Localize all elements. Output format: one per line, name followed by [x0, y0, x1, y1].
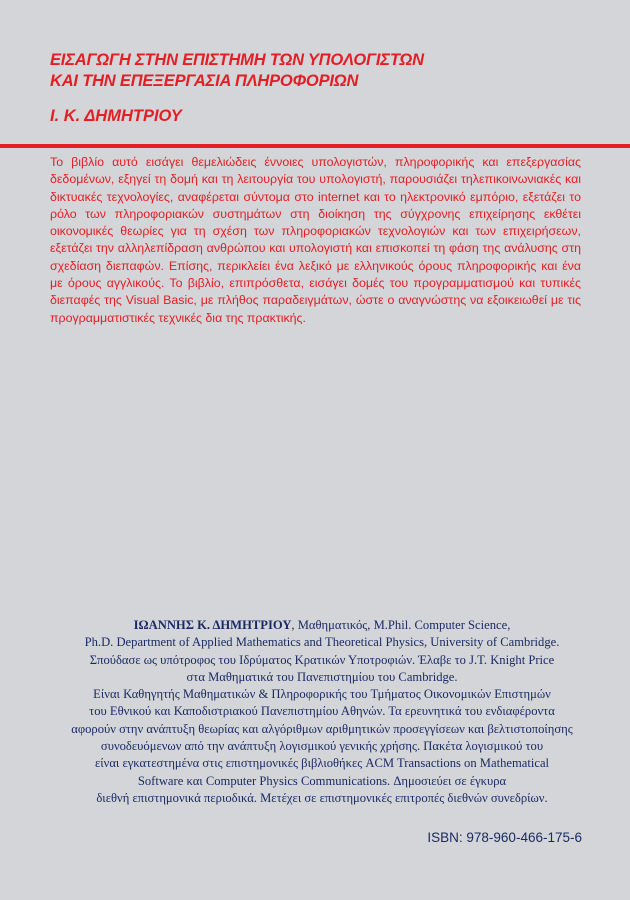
- author-bio-line: είναι εγκατεστημένα στις επιστημονικές βιβλιοθήκες ACM Transactions on Mathematical: [94, 756, 550, 771]
- author-bio-line: Είναι Καθηγητής Μαθηματικών & Πληροφορικής του Τμήματος Οικονομικών Επιστημών: [93, 687, 551, 702]
- author-credentials: , Μαθηματικός, M.Phil. Computer Science,: [291, 618, 511, 632]
- isbn: ISBN: 978-960-466-175-6: [427, 830, 582, 845]
- author-name: ΙΩΑΝΝΗΣ Κ. ΔΗΜΗΤΡΙΟΥ: [133, 618, 292, 632]
- author-bio-line: Software και Computer Physics Communications. Δημοσιεύει σε έγκυρα: [137, 773, 507, 788]
- book-description: Το βιβλίο αυτό εισάγει θεμελιώδεις έννοιες υπολογιστών, πληροφορικής και επεξεργασίας δεδομένων, εξηγεί τη δομή και τη λειτουργία του υπολογιστή, παρουσιάζει τηλεπικοινωνιακές και δικτυακές τεχνολογίες, αναφέρεται σύντομα στο internet και το ηλεκτρονικό εμπόριο, εξετάζει το ρόλο των πληροφοριακών συστημάτων στη διοίκηση της σύγχρονης επιχείρησης εκθέτει οικονομικές θεωρίες για τη σχέση των πληροφοριακών τεχνολογιών και των επιχειρήσεων, εξετάζει την αλληλεπίδραση ανθρώπου και υπολογιστή και επισκοπεί τη φάση της ανάλυσης στη σχεδίαση διεπαφών. Επίσης, περικλείει ένα λεξικό με ελληνικούς όρους πληροφορικής και ένα με όρους αγγλικούς. Το βιβλίο, επιπρόσθετα, εισάγει δομές του προγραμματισμού και τυπικές διεπαφές της Visual Basic, με πλήθος παραδειγμάτων, ώστε ο αναγνώστης να εξοικειωθεί με τις προγραμματιστικές τεχνικές δια της πρακτικής.: [50, 155, 581, 325]
- author-bio-line: συνοδευόμενων από την ανάπτυξη λογισμικού γενικής χρήσης. Πακέτα λογισμικού του: [100, 739, 544, 754]
- author-bio-line: αφορούν στην ανάπτυξη θεωρίας και αλγόριθμων αριθμητικών προσεγγίσεων και βελτιστοποίησης: [71, 721, 573, 736]
- book-title: [50, 50, 610, 92]
- author-bio-line: στα Μαθηματικά του Πανεπιστημίου του Cambridge.: [186, 669, 458, 684]
- book-author: Ι. Κ. ΔΗΜΗΤΡΙΟΥ: [50, 107, 182, 125]
- author-bio-line: διεθνή επιστημονικά περιοδικά. Μετέχει σε επιστημονικές επιτροπές διεθνών συνεδρίων.: [96, 790, 548, 805]
- book-title-line: ΕΙΣΑΓΩΓΗ ΣΤΗΝ ΕΠΙΣΤΗΜΗ ΤΩΝ ΥΠΟΛΟΓΙΣΤΩΝ: [50, 51, 424, 69]
- author-bio-line: Ph.D. Department of Applied Mathematics and Theoretical Physics, University of Cambridge.: [84, 635, 560, 650]
- author-bio-line: Σπούδασε ως υπότροφος του Ιδρύματος Κρατικών Υποτροφιών. Έλαβε το J.T. Knight Price: [89, 652, 555, 667]
- author-bio: [36, 617, 608, 807]
- divider: [0, 144, 630, 148]
- author-bio-line: [36, 617, 608, 634]
- author-bio-line: του Εθνικού και Καποδιστριακού Πανεπιστημίου Αθηνών. Τα ερευνητικά του ενδιαφέροντα: [89, 704, 555, 719]
- book-title-line: ΚΑΙ ΤΗΝ ΕΠΕΞΕΡΓΑΣΙΑ ΠΛΗΡΟΦΟΡΙΩΝ: [50, 72, 359, 90]
